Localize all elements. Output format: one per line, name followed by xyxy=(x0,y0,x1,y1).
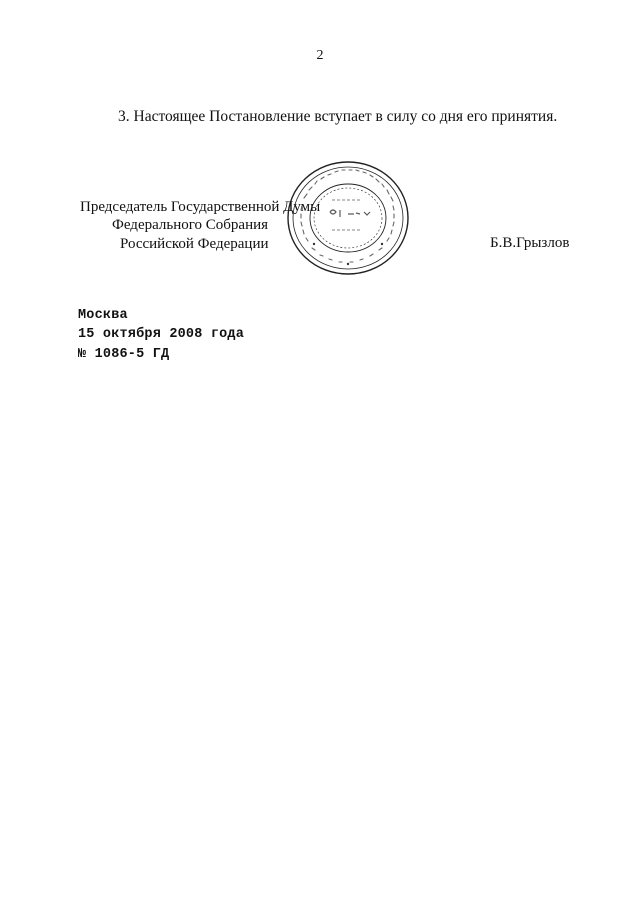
signatory-title-line2: Федерального Собрания xyxy=(112,217,269,233)
paragraph-3: 3. Настоящее Постановление вступает в силу со дня его принятия. xyxy=(118,108,558,125)
page-number: 2 xyxy=(316,48,324,63)
signatory-name: Б.В.Грызлов xyxy=(490,235,570,251)
document-city: Москва xyxy=(78,308,128,323)
signatory-title-line3: Российской Федерации xyxy=(120,236,269,252)
official-seal xyxy=(284,158,412,278)
document-date: 15 октября 2008 года xyxy=(78,327,245,342)
signatory-title-line1: Председатель Государственной Думы xyxy=(80,199,321,215)
document-number: № 1086-5 ГД xyxy=(78,347,170,362)
